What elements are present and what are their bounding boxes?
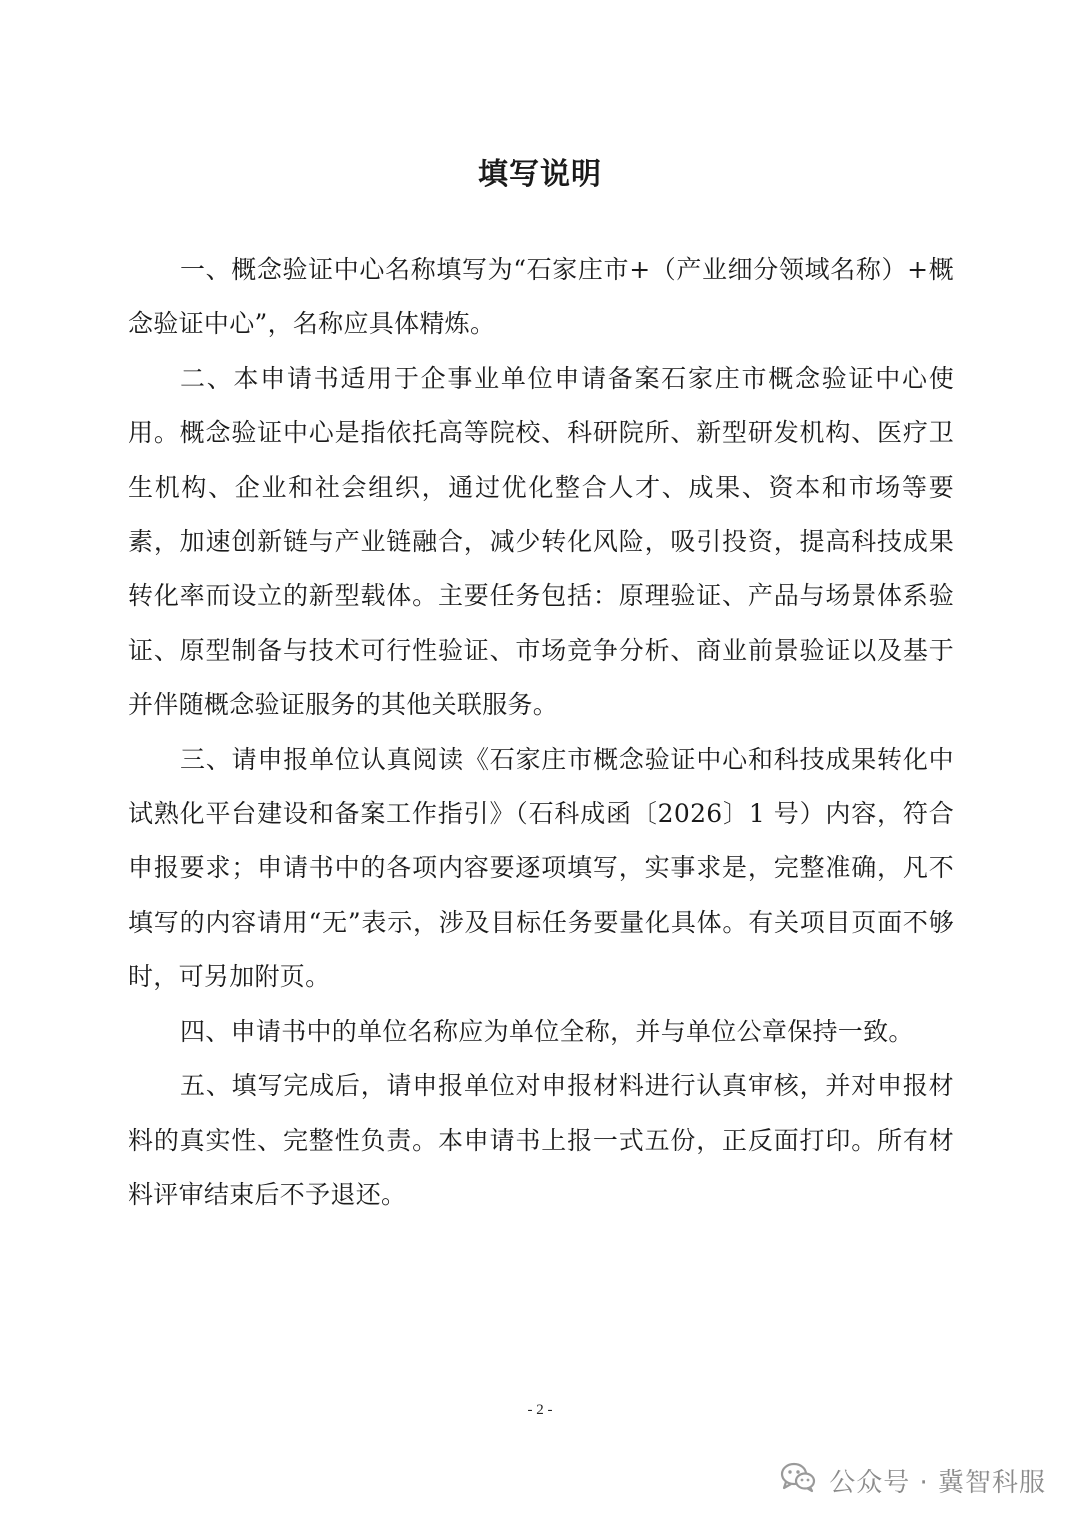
paragraph-4: 四、申请书中的单位名称应为单位全称，并与单位公章保持一致。 bbox=[180, 1016, 914, 1046]
watermark-label: 公众号 · 冀智科服 bbox=[829, 1467, 1046, 1498]
page-number: - 2 - bbox=[527, 1402, 553, 1418]
paragraph-1: 一、概念验证中心名称填写为“石家庄市+（产业细分领域名称）+概念验证中心”，名称应具体精炼。 bbox=[128, 255, 954, 339]
page-title: 填写说明 bbox=[478, 157, 602, 192]
paragraph-5: 五、填写完成后，请申报单位对申报材料进行认真审核，并对申报材料的真实性、完整性负责。本申请书上报一式五份，正反面打印。所有材料评审结束后不予退还。 bbox=[128, 1071, 954, 1209]
wechat-icon bbox=[779, 1461, 817, 1500]
paragraph-3: 三、请申报单位认真阅读《石家庄市概念验证中心和科技成果转化中试熟化平台建设和备案工作指引》（石科成函〔2026〕1 号）内容，符合申报要求；申请书中的各项内容要逐项填写，实事求是，完整准确，凡不填写的内容请用“无”表示，涉及目标任务要量化具体。有关项目页面不够时，可另加附页。 bbox=[128, 744, 954, 992]
watermark bbox=[779, 1458, 1046, 1502]
paragraph-2: 二、本申请书适用于企事业单位申请备案石家庄市概念验证中心使用。概念验证中心是指依托高等院校、科研院所、新型研发机构、医疗卫生机构、企业和社会组织，通过优化整合人才、成果、资本和市场等要素，加速创新链与产业链融合，减少转化风险，吸引投资，提高科技成果转化率而设立的新型载体。主要任务包括：原理验证、产品与场景体系验证、原型制备与技术可行性验证、市场竞争分析、商业前景验证以及基于并伴随概念验证服务的其他关联服务。 bbox=[128, 363, 954, 720]
instructions-body bbox=[128, 243, 954, 1222]
